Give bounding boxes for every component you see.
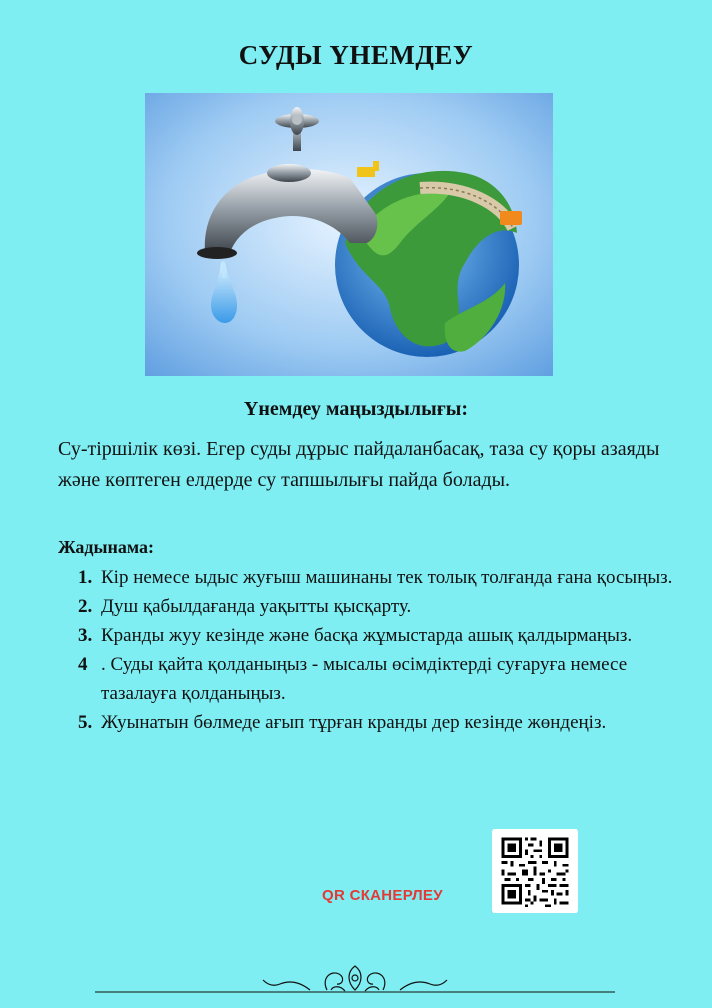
list-item-text: Кранды жуу кезінде және басқа жұмыстарда ашық қалдырмаңыз. (101, 625, 633, 646)
memo-heading: Жадынама: (58, 537, 155, 557)
list-item-number: 3. (78, 625, 93, 646)
list-item (78, 621, 678, 650)
list-item-text: Кір немесе ыдыс жуғыш машинаны тек толық толғанда ғана қосыңыз. (101, 567, 673, 588)
qr-scan-label: QR СКАНЕРЛЕУ (322, 887, 443, 904)
section-subtitle: Үнемдеу маңыздылығы: (243, 398, 469, 420)
list-item (78, 592, 678, 621)
list-item (78, 650, 678, 708)
list-item-number: 4 (78, 654, 88, 675)
intro-paragraph: Су-тіршілік көзі. Егер суды дұрыс пайдаланбасақ, таза су қоры азаяды және көптеген елдерде су тапшылығы пайда болады. (58, 438, 660, 491)
faucet-globe-image (145, 93, 553, 376)
list-item-text: . Суды қайта қолданыңыз - мысалы өсімдіктерді суғаруға немесе тазалауға қолданыңыз. (101, 654, 628, 704)
memo-list (78, 563, 678, 737)
page-title: СУДЫ ҮНЕМДЕУ (238, 40, 474, 70)
list-item-number: 2. (78, 596, 93, 617)
decorative-divider-icon (95, 960, 615, 1000)
list-item-number: 1. (78, 567, 93, 588)
list-item (78, 708, 678, 737)
qr-code-icon[interactable] (492, 829, 578, 913)
list-item-number: 5. (78, 712, 93, 733)
list-item-text: Душ қабылдағанда уақытты қысқарту. (101, 596, 412, 617)
list-item (78, 563, 678, 592)
list-item-text: Жуынатын бөлмеде ағып тұрған кранды дер кезінде жөндеңіз. (101, 712, 607, 733)
